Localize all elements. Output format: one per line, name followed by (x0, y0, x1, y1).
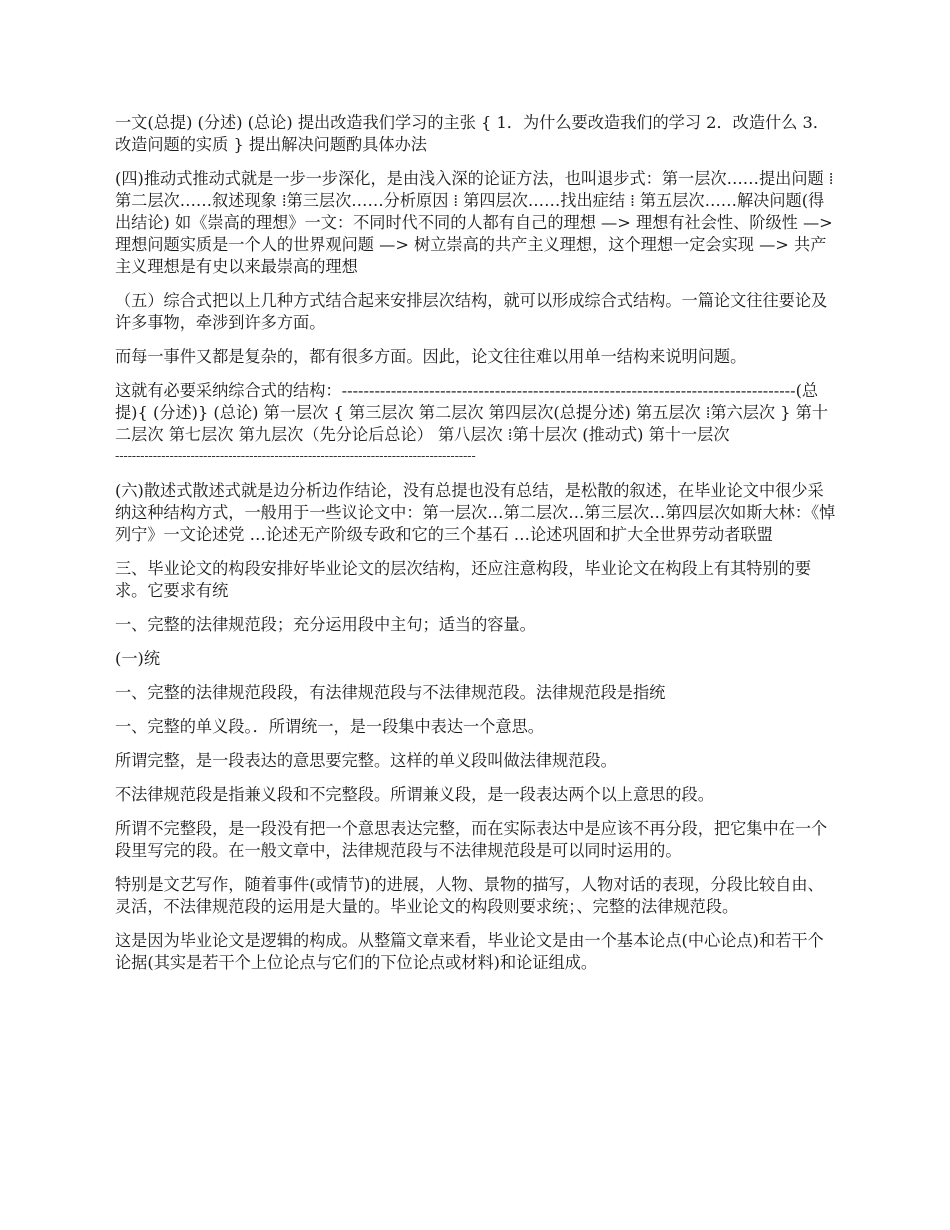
paragraph-single-meaning: 一、完整的单义段。．所谓统一，是一段集中表达一个意思。 (115, 717, 544, 736)
divider-line: -------------------------------------------------------------------------------------- (115, 449, 476, 464)
paragraph-completeness: 所谓完整，是一段表达的意思要完整。这样的单义段叫做法律规范段。 (115, 751, 617, 770)
paragraph-incomplete: 所谓不完整段，是一段没有把一个意思表达完整，而在实际表达中是应该不再分段，把它集中在一个段里写完的段。在一般文章中，法律规范段与不法律规范段是可以同时运用的。 (115, 819, 828, 860)
paragraph-normative-paragraph: 一、完整的法律规范段段，有法律规范段与不法律规范段。法律规范段是指统 (115, 683, 666, 702)
paragraph-complexity: 而每一事件又都是复杂的，都有很多方面。因此，论文往往难以用单一结构来说明问题。 (115, 347, 747, 366)
paragraph-comprehensive-structure: （五）综合式把以上几种方式结合起来安排层次结构，就可以形成综合式结构。一篇论文往往要论及许多事物，牵涉到许多方面。 (115, 291, 828, 332)
paragraph-comprehensive-diagram: 这就有必要采纳综合式的结构：-----------------------------------------------------------------------------------(总提){ (分述)} (总论) 第一层次 { 第三层次 第二层次 第四层次(总提分述) 第五层次 ⁞第六层次 } 第十二层次 第七层次 第九层次（先分论后总论） 第八层次 ⁞第十层次 (推动式) 第十一层次 (115, 381, 829, 444)
document-body (115, 112, 839, 986)
paragraph-progressive-structure: (四)推动式推动式就是一步一步深化，是由浅入深的论证方法，也叫退步式：第一层次……提出问题 ⁞第二层次……叙述现象 ⁞第三层次……分析原因 ⁞ 第四层次……找出症结 ⁞ 第五层次……解决问题(得出结论) 如《崇高的理想》一文：不同时代不同的人都有自己的理想 —> 理想有社会性、阶级性 —> 理想问题实质是一个人的世界观问题 —> 树立崇高的共产主义理想，这个理想一定会实现 —> 共产主义理想是有史以来最崇高的理想 (115, 169, 834, 276)
paragraph-literary-writing: 特别是文艺写作，随着事件(或情节)的进展，人物、景物的描写，人物对话的表现，分段比较自由、灵活，不法律规范段的运用是大量的。毕业论文的构段则要求统；、完整的法律规范段。 (115, 875, 824, 916)
paragraph-outline-example: 一文(总提) (分述) (总论) 提出改造我们学习的主张 { 1．为什么要改造我们的学习 2．改造什么 3．改造问题的实质 } 提出解决问题酌具体办法 (115, 113, 830, 154)
paragraph-scattered-structure: (六)散述式散述式就是边分析边作结论，没有总提也没有总结，是松散的叙述，在毕业论文中很少采纳这种结构方式，一般用于一些议论文中：第一层次…第二层次…第三层次…第四层次如斯大林：《悼列宁》一文论述党 …论述无产阶级专政和它的三个基石 …论述巩固和扩大全世界劳动者联盟 (115, 481, 836, 544)
paragraph-section-three: 三、毕业论文的构段安排好毕业论文的层次结构，还应注意构段，毕业论文在构段上有其特别的要求。它要求有统 (115, 559, 812, 600)
paragraph-requirements: 一、完整的法律规范段；充分运用段中主句；适当的容量。 (115, 615, 536, 634)
paragraph-logic: 这是因为毕业论文是逻辑的构成。从整篇文章来看，毕业论文是由一个基本论点(中心论点)和若干个论据(其实是若干个上位论点与它们的下位论点或材料)和论证组成。 (115, 931, 824, 972)
paragraph-non-normative: 不法律规范段是指兼义段和不完整段。所谓兼义段，是一段表达两个以上意思的段。 (115, 785, 714, 804)
paragraph-subheading-unity: (一)统 (115, 649, 161, 668)
